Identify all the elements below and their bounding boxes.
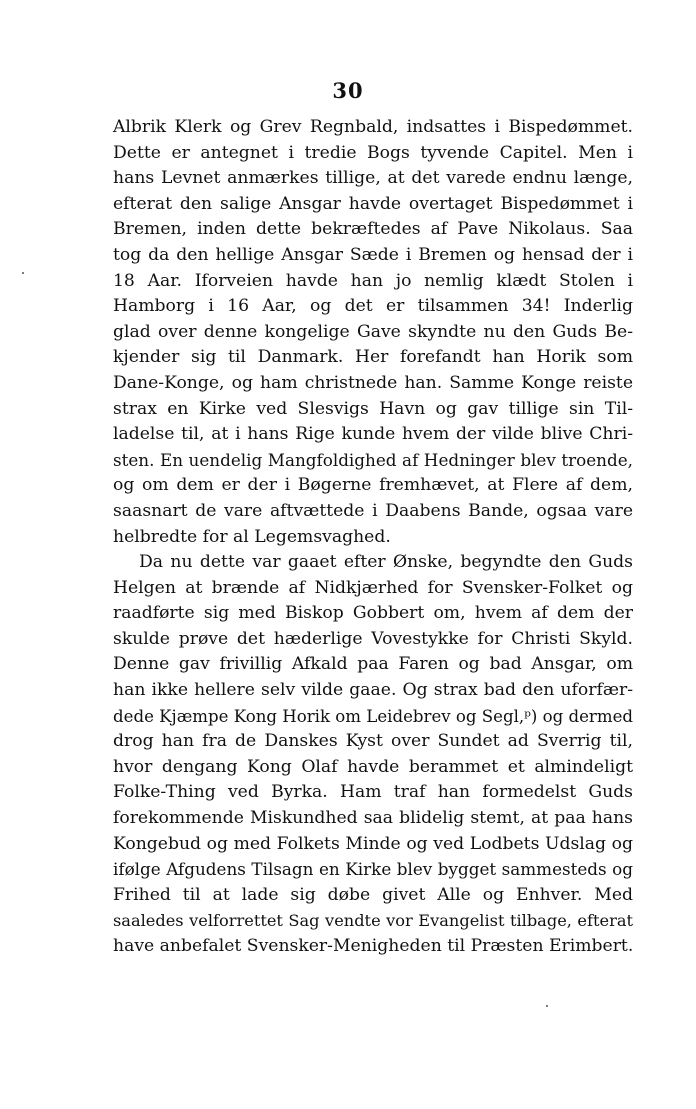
text-line: ifølge Afgudens Tilsagn en Kirke blev bygget sammesteds og <box>113 859 633 880</box>
page-number: 30 <box>332 78 364 103</box>
paper-speck <box>546 1005 548 1007</box>
text-line: saaledes velforrettet Sag vendte vor Evangelist tilbage, efterat <box>113 911 633 931</box>
text-line: kjender sig til Danmark. Her forefandt han Horik som <box>113 347 633 368</box>
text-line: Albrik Klerk og Grev Regnbald, indsattes i Bispedømmet. <box>113 117 633 137</box>
text-line: sten. En uendelig Mangfoldighed af Hedninger blev troende, <box>113 449 633 470</box>
text-line: saasnart de vare aftvættede i Daabens Bande, ogsaa vare <box>113 500 633 521</box>
text-line: Bremen, inden dette bekræftedes af Pave Nikolaus. Saa <box>113 219 633 240</box>
text-line: ladelse til, at i hans Rige kunde hvem der vilde blive Chri- <box>113 424 633 445</box>
text-line: forekommende Miskundhed saa blidelig stemt, at paa hans <box>113 808 633 829</box>
text-line: han ikke hellere selv vilde gaae. Og strax bad den uforfær- <box>113 680 633 701</box>
text-line: skulde prøve det hæderlige Vovestykke for Christi Skyld. <box>113 628 633 649</box>
text-line: efterat den salige Ansgar havde overtaget Bispedømmet i <box>113 193 633 214</box>
text-line: raadførte sig med Biskop Gobbert om, hvem af dem der <box>113 603 633 624</box>
text-line: Kongebud og med Folkets Minde og ved Lodbets Udslag og <box>113 833 633 854</box>
text-line: Frihed til at lade sig døbe givet Alle og Enhver. Med <box>113 884 633 905</box>
text-line: og om dem er der i Bøgerne fremhævet, at Flere af dem, <box>113 475 633 496</box>
text-line: 18 Aar. Iforveien havde han jo nemlig klædt Stolen i <box>113 270 633 291</box>
text-line: Dette er antegnet i tredie Bogs tyvende Capitel. Men i <box>113 142 633 163</box>
text-line: strax en Kirke ved Slesvigs Havn og gav tillige sin Til- <box>113 398 633 419</box>
text-line: Da nu dette var gaaet efter Ønske, begyndte den Guds <box>139 552 633 573</box>
body-text <box>113 115 633 960</box>
text-line: Helgen at brænde af Nidkjærhed for Svensker-Folket og <box>113 577 633 598</box>
text-line: drog han fra de Danskes Kyst over Sundet ad Sverrig til, <box>113 731 633 752</box>
text-line: Denne gav frivillig Afkald paa Faren og bad Ansgar, om <box>113 654 633 675</box>
text-line: Dane-Konge, og ham christnede han. Samme Konge reiste <box>113 372 633 393</box>
text-line: tog da den hellige Ansgar Sæde i Bremen og hensad der i <box>113 244 633 265</box>
text-line: hans Levnet anmærkes tillige, at det varede endnu længe, <box>113 168 633 189</box>
paper-speck <box>22 272 24 274</box>
text-line: glad over denne kongelige Gave skyndte nu den Guds Be- <box>113 321 633 342</box>
text-line: helbredte for al Legemsvaghed. <box>113 526 391 547</box>
text-line: hvor dengang Kong Olaf havde berammet et almindeligt <box>113 756 633 777</box>
text-line: have anbefalet Svensker-Menigheden til Præsten Erimbert. <box>113 936 634 956</box>
text-line: dede Kjæmpe Kong Horik om Leidebrev og Segl,ᵖ) og dermed <box>113 706 634 726</box>
text-line: Hamborg i 16 Aar, og det er tilsammen 34! Inderlig <box>113 296 633 317</box>
text-line: Folke-Thing ved Byrka. Ham traf han formedelst Guds <box>113 782 633 803</box>
